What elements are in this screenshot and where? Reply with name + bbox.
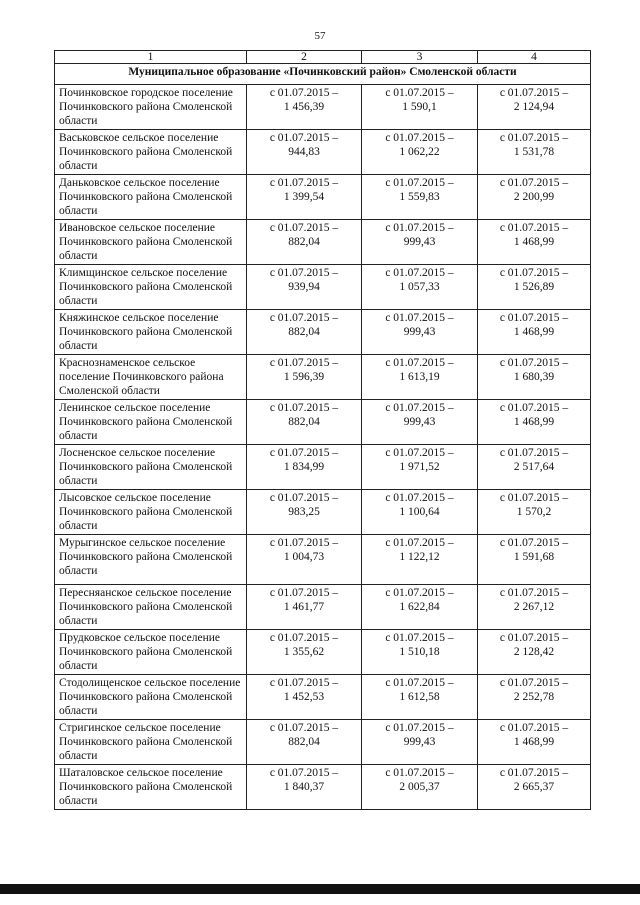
tariff-value: 2 517,64 — [513, 461, 555, 473]
tariff-value: 1 057,33 — [399, 281, 440, 293]
effective-date: с 01.07.2015 – — [269, 492, 339, 504]
table-row — [55, 490, 591, 535]
tariff-value: 999,43 — [403, 416, 436, 428]
tariff-cell-col4 — [478, 355, 591, 400]
tariff-cell-col3 — [362, 675, 478, 720]
tariff-cell-col2 — [247, 265, 362, 310]
effective-date: с 01.07.2015 – — [385, 537, 454, 549]
tariff-cell-col4 — [478, 130, 591, 175]
tariff-cell-col4 — [478, 585, 591, 630]
tariff-cell-col3 — [362, 355, 478, 400]
tariff-cell-col3 — [362, 490, 478, 535]
settlement-name: Шаталовское сельское поселение Починковского района Смоленской области — [55, 765, 247, 810]
tariff-value: 1 468,99 — [513, 736, 555, 748]
settlement-name: Пересняанское сельское поселение Починковского района Смоленской области — [55, 585, 247, 630]
tariff-value: 999,43 — [403, 236, 436, 248]
tariff-cell-col2 — [247, 535, 362, 585]
scan-bottom-edge — [0, 884, 640, 894]
effective-date: с 01.07.2015 – — [385, 132, 454, 144]
effective-date: с 01.07.2015 – — [499, 402, 569, 414]
effective-date: с 01.07.2015 – — [385, 267, 454, 279]
tariff-value: 983,25 — [288, 506, 320, 518]
effective-date: с 01.07.2015 – — [269, 222, 339, 234]
table-row — [55, 175, 591, 220]
tariff-value: 999,43 — [403, 326, 436, 338]
tariff-cell-col2 — [247, 675, 362, 720]
effective-date: с 01.07.2015 – — [385, 722, 454, 734]
tariff-value: 1 971,52 — [399, 461, 440, 473]
effective-date: с 01.07.2015 – — [269, 312, 339, 324]
tariff-cell-col4 — [478, 445, 591, 490]
table-row — [55, 355, 591, 400]
effective-date: с 01.07.2015 – — [499, 357, 569, 369]
effective-date: с 01.07.2015 – — [385, 177, 454, 189]
effective-date: с 01.07.2015 – — [499, 677, 569, 689]
tariff-value: 1 570,2 — [516, 506, 552, 518]
table-row — [55, 535, 591, 585]
tariff-cell-col2 — [247, 720, 362, 765]
settlement-name: Починковское городское поселение Починковского района Смоленской области — [55, 85, 247, 130]
effective-date: с 01.07.2015 – — [269, 402, 339, 414]
tariff-value: 939,94 — [288, 281, 320, 293]
tariff-value: 2 200,99 — [513, 191, 555, 203]
tariff-value: 1 622,84 — [399, 601, 440, 613]
table-row — [55, 85, 591, 130]
tariff-cell-col2 — [247, 445, 362, 490]
tariff-value: 1 559,83 — [399, 191, 440, 203]
tariff-cell-col4 — [478, 675, 591, 720]
tariff-value: 1 399,54 — [283, 191, 325, 203]
settlement-name: Климщинское сельское поселение Починковского района Смоленской области — [55, 265, 247, 310]
tariff-cell-col3 — [362, 175, 478, 220]
settlement-name: Лысовское сельское поселение Починковского района Смоленской области — [55, 490, 247, 535]
tariff-cell-col4 — [478, 220, 591, 265]
tariff-cell-col2 — [247, 130, 362, 175]
tariff-cell-col3 — [362, 535, 478, 585]
tariff-value: 999,43 — [403, 736, 436, 748]
settlement-name: Прудковское сельское поселение Починковского района Смоленской области — [55, 630, 247, 675]
settlement-name: Краснознаменское сельское поселение Починковского района Смоленской области — [55, 355, 247, 400]
table-row — [55, 400, 591, 445]
effective-date: с 01.07.2015 – — [499, 632, 569, 644]
tariff-value: 1 468,99 — [513, 236, 555, 248]
settlement-name: Стодолищенское сельское поселение Починковского района Смоленской области — [55, 675, 247, 720]
tariff-cell-col2 — [247, 630, 362, 675]
settlement-name: Ивановское сельское поселение Починковского района Смоленской области — [55, 220, 247, 265]
effective-date: с 01.07.2015 – — [385, 447, 454, 459]
table-row — [55, 265, 591, 310]
tariff-value: 1 834,99 — [283, 461, 325, 473]
effective-date: с 01.07.2015 – — [269, 357, 339, 369]
tariff-cell-col3 — [362, 265, 478, 310]
effective-date: с 01.07.2015 – — [269, 767, 339, 779]
tariff-value: 2 252,78 — [513, 691, 555, 703]
effective-date: с 01.07.2015 – — [269, 267, 339, 279]
tariff-value: 1 612,58 — [399, 691, 440, 703]
settlement-name: Даньковское сельское поселение Починковского района Смоленской области — [55, 175, 247, 220]
tariff-cell-col4 — [478, 490, 591, 535]
tariff-value: 882,04 — [288, 236, 320, 248]
tariff-value: 1 596,39 — [283, 371, 325, 383]
tariff-value: 1 062,22 — [399, 146, 440, 158]
tariff-cell-col3 — [362, 445, 478, 490]
column-header-1: 1 — [55, 51, 247, 64]
effective-date: с 01.07.2015 – — [385, 677, 454, 689]
tariff-cell-col2 — [247, 85, 362, 130]
tariff-value: 1 100,64 — [399, 506, 440, 518]
effective-date: с 01.07.2015 – — [385, 312, 454, 324]
table-row — [55, 445, 591, 490]
effective-date: с 01.07.2015 – — [385, 222, 454, 234]
tariff-value: 1 468,99 — [513, 326, 555, 338]
tariff-value: 1 452,53 — [283, 691, 325, 703]
tariff-value: 882,04 — [288, 326, 320, 338]
tariff-cell-col4 — [478, 720, 591, 765]
tariff-cell-col3 — [362, 220, 478, 265]
settlement-name: Мурыгинское сельское поселение Починковского района Смоленской области — [55, 535, 247, 585]
effective-date: с 01.07.2015 – — [385, 587, 454, 599]
effective-date: с 01.07.2015 – — [269, 722, 339, 734]
tariff-value: 1 468,99 — [513, 416, 555, 428]
table-row — [55, 675, 591, 720]
settlement-name: Васьковское сельское поселение Починковского района Смоленской области — [55, 130, 247, 175]
effective-date: с 01.07.2015 – — [269, 587, 339, 599]
effective-date: с 01.07.2015 – — [499, 87, 569, 99]
tariff-value: 1 591,68 — [513, 551, 555, 563]
tariff-value: 1 531,78 — [513, 146, 555, 158]
effective-date: с 01.07.2015 – — [499, 492, 569, 504]
tariff-cell-col3 — [362, 310, 478, 355]
settlement-name: Княжинское сельское поселение Починковского района Смоленской области — [55, 310, 247, 355]
tariff-value: 944,83 — [288, 146, 320, 158]
table-row — [55, 765, 591, 810]
tariff-value: 1 122,12 — [399, 551, 440, 563]
tariff-cell-col4 — [478, 400, 591, 445]
tariff-value: 2 124,94 — [513, 101, 555, 113]
effective-date: с 01.07.2015 – — [269, 632, 339, 644]
table-row — [55, 630, 591, 675]
effective-date: с 01.07.2015 – — [269, 87, 339, 99]
tariff-cell-col4 — [478, 630, 591, 675]
effective-date: с 01.07.2015 – — [385, 87, 454, 99]
effective-date: с 01.07.2015 – — [499, 447, 569, 459]
effective-date: с 01.07.2015 – — [269, 447, 339, 459]
tariff-cell-col2 — [247, 310, 362, 355]
tariff-value: 1 526,89 — [513, 281, 555, 293]
tariff-cell-col4 — [478, 85, 591, 130]
effective-date: с 01.07.2015 – — [385, 492, 454, 504]
tariff-cell-col2 — [247, 400, 362, 445]
table-row — [55, 585, 591, 630]
effective-date: с 01.07.2015 – — [385, 402, 454, 414]
tariff-cell-col3 — [362, 85, 478, 130]
tariff-cell-col3 — [362, 720, 478, 765]
tariff-value: 1 613,19 — [399, 371, 440, 383]
tariff-cell-col3 — [362, 630, 478, 675]
tariff-cell-col4 — [478, 175, 591, 220]
tariff-cell-col4 — [478, 765, 591, 810]
tariff-value: 1 355,62 — [283, 646, 325, 658]
effective-date: с 01.07.2015 – — [499, 587, 569, 599]
tariff-value: 1 590,1 — [402, 101, 437, 113]
tariff-value: 2 128,42 — [513, 646, 555, 658]
tariff-value: 882,04 — [288, 416, 320, 428]
effective-date: с 01.07.2015 – — [269, 677, 339, 689]
tariff-cell-col2 — [247, 175, 362, 220]
tariff-cell-col2 — [247, 765, 362, 810]
tariff-value: 2 665,37 — [513, 781, 555, 793]
settlement-name: Лосненское сельское поселение Починковского района Смоленской области — [55, 445, 247, 490]
tariff-value: 1 680,39 — [513, 371, 555, 383]
tariff-value: 882,04 — [288, 736, 320, 748]
section-title: Муниципальное образование «Починковский район» Смоленской области — [55, 64, 591, 85]
column-header-2: 2 — [247, 51, 362, 64]
tariff-cell-col3 — [362, 585, 478, 630]
tariff-value: 2 267,12 — [513, 601, 555, 613]
effective-date: с 01.07.2015 – — [499, 177, 569, 189]
tariff-cell-col4 — [478, 310, 591, 355]
effective-date: с 01.07.2015 – — [269, 132, 339, 144]
tariff-table — [54, 50, 591, 810]
table-row — [55, 720, 591, 765]
tariff-cell-col2 — [247, 490, 362, 535]
tariff-cell-col2 — [247, 220, 362, 265]
tariff-cell-col2 — [247, 585, 362, 630]
table-row — [55, 220, 591, 265]
tariff-cell-col3 — [362, 400, 478, 445]
tariff-cell-col3 — [362, 130, 478, 175]
header-row — [55, 51, 591, 64]
settlement-name: Стригинское сельское поселение Починковского района Смоленской области — [55, 720, 247, 765]
table-row — [55, 310, 591, 355]
effective-date: с 01.07.2015 – — [499, 767, 569, 779]
tariff-value: 2 005,37 — [399, 781, 440, 793]
effective-date: с 01.07.2015 – — [385, 632, 454, 644]
effective-date: с 01.07.2015 – — [385, 767, 454, 779]
table-row — [55, 130, 591, 175]
tariff-value: 1 456,39 — [283, 101, 325, 113]
page-number: 57 — [314, 30, 326, 42]
tariff-cell-col4 — [478, 265, 591, 310]
column-header-4: 4 — [478, 51, 591, 64]
effective-date: с 01.07.2015 – — [499, 722, 569, 734]
tariff-value: 1 461,77 — [283, 601, 325, 613]
section-row — [55, 64, 591, 85]
column-header-3: 3 — [362, 51, 478, 64]
tariff-cell-col3 — [362, 765, 478, 810]
effective-date: с 01.07.2015 – — [499, 312, 569, 324]
effective-date: с 01.07.2015 – — [269, 177, 339, 189]
effective-date: с 01.07.2015 – — [499, 267, 569, 279]
effective-date: с 01.07.2015 – — [269, 537, 339, 549]
tariff-value: 1 004,73 — [283, 551, 325, 563]
effective-date: с 01.07.2015 – — [499, 222, 569, 234]
effective-date: с 01.07.2015 – — [499, 132, 569, 144]
tariff-value: 1 840,37 — [283, 781, 325, 793]
tariff-cell-col2 — [247, 355, 362, 400]
settlement-name: Ленинское сельское поселение Починковского района Смоленской области — [55, 400, 247, 445]
effective-date: с 01.07.2015 – — [499, 537, 569, 549]
tariff-value: 1 510,18 — [399, 646, 440, 658]
effective-date: с 01.07.2015 – — [385, 357, 454, 369]
tariff-cell-col4 — [478, 535, 591, 585]
